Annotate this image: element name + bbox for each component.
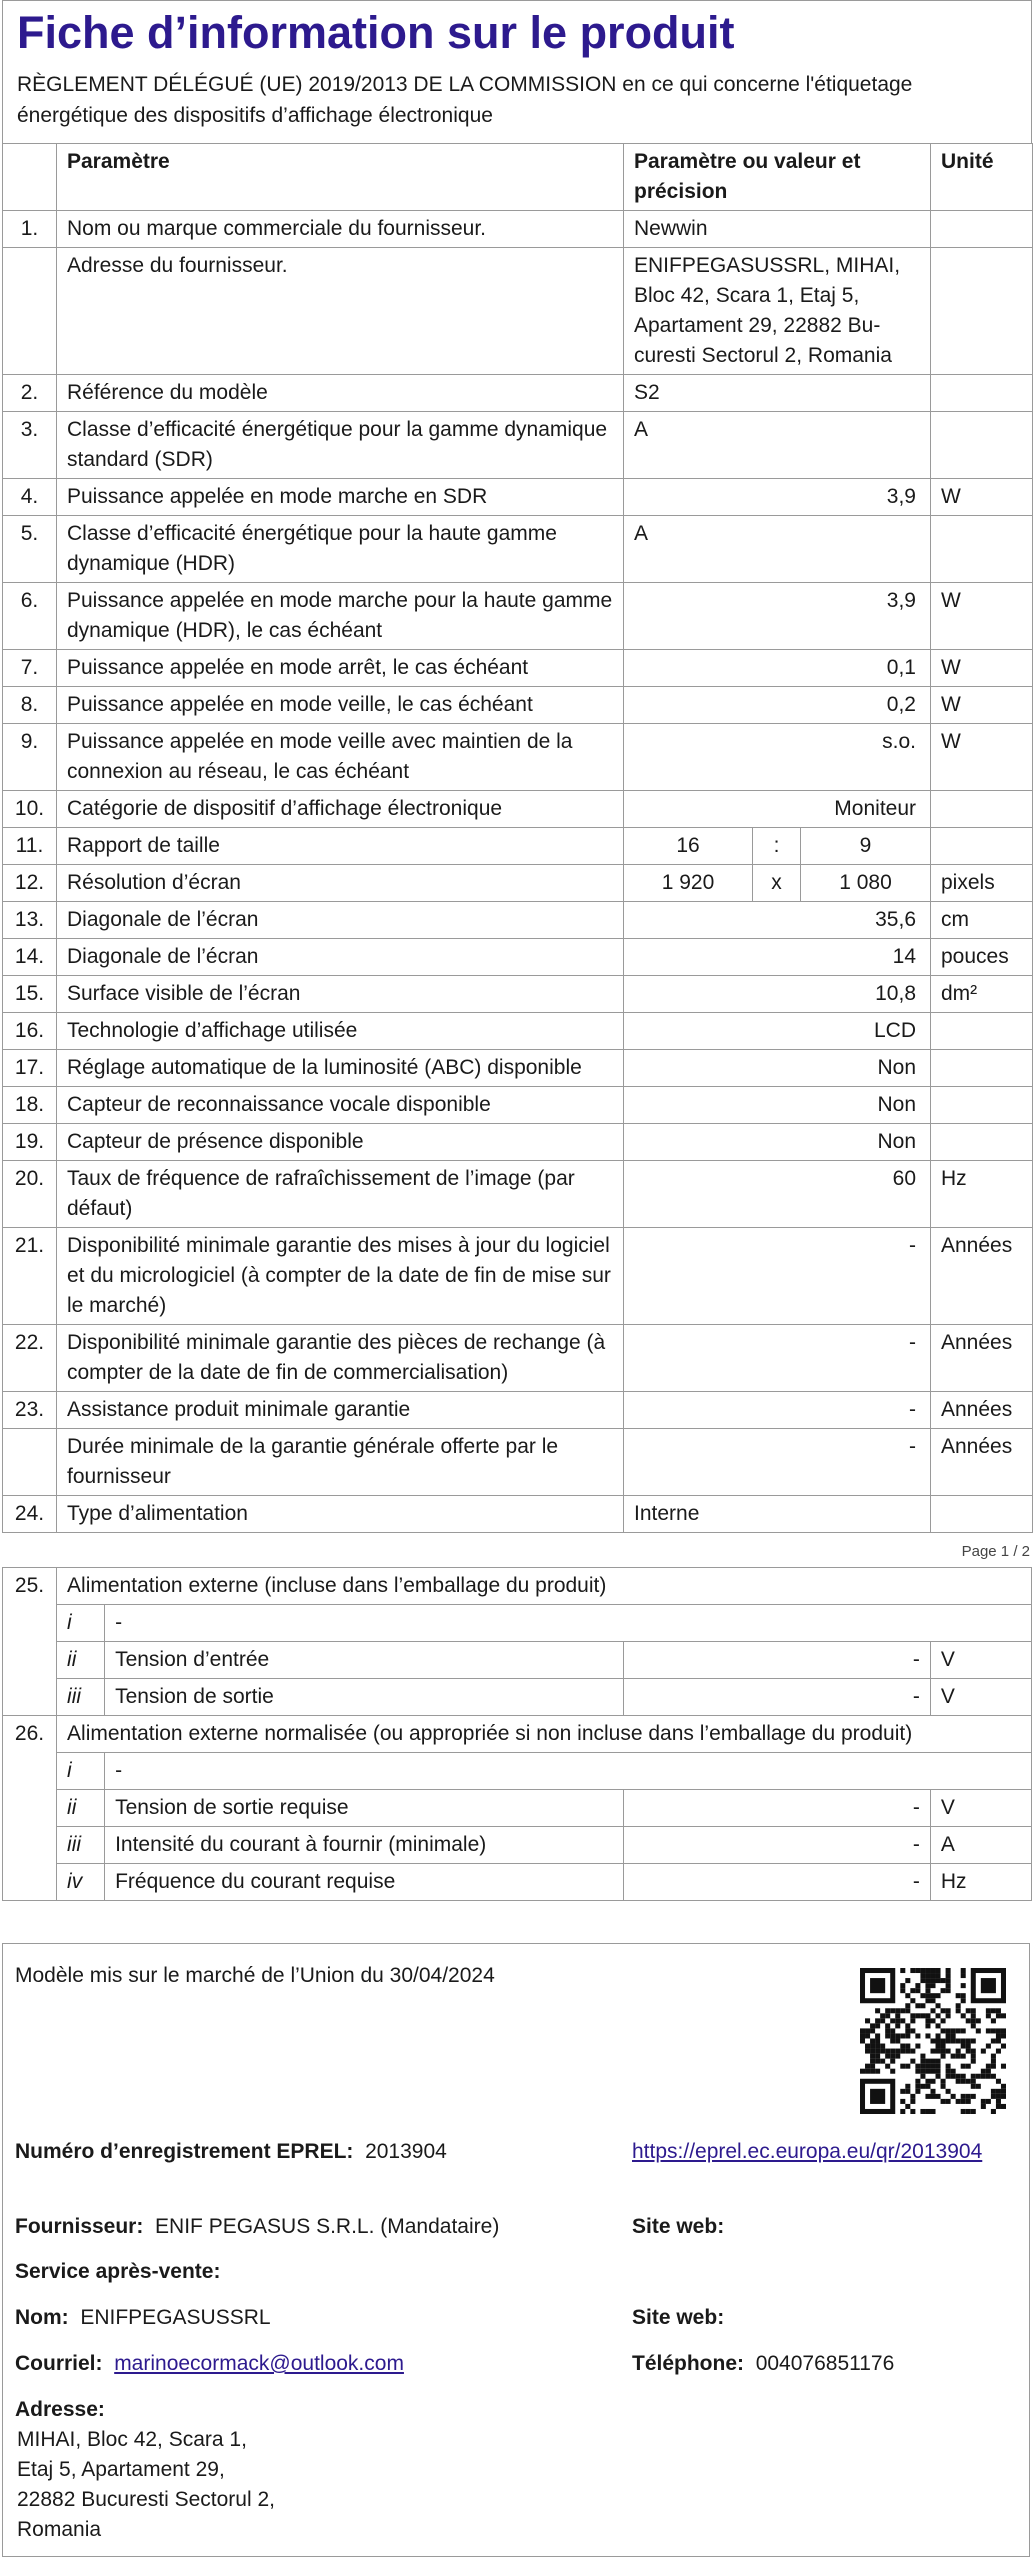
row-unit: [931, 1013, 1033, 1050]
table-row: [3, 412, 1033, 479]
ext-label: -: [105, 1753, 1032, 1790]
row-value: 0,2: [624, 687, 931, 724]
row-label: Assistance produit minimale garantie: [57, 1392, 624, 1429]
row-number: 22.: [3, 1325, 57, 1392]
row-number: [3, 248, 57, 375]
row-unit: [931, 516, 1033, 583]
table-row: [3, 687, 1033, 724]
ext-roman: iv: [57, 1864, 105, 1901]
row-unit: pixels: [931, 865, 1033, 902]
row-value: 14: [624, 939, 931, 976]
ext-value: -: [623, 1790, 930, 1827]
row-number: 24.: [3, 1496, 57, 1533]
address-line: Romania: [17, 2518, 102, 2541]
ext-number: 26.: [3, 1716, 57, 1901]
row-value: Non: [624, 1124, 931, 1161]
row-value: A: [624, 516, 931, 583]
table-row: [3, 1124, 1033, 1161]
row-number: 12.: [3, 865, 57, 902]
row-number: 18.: [3, 1087, 57, 1124]
row-label: Puissance appelée en mode marche en SDR: [57, 479, 624, 516]
ext-value: -: [623, 1679, 930, 1716]
row-label: Nom ou marque commerciale du fournisseur.: [57, 211, 624, 248]
row-label: Diagonale de l’écran: [57, 939, 624, 976]
ext-roman: i: [57, 1605, 105, 1642]
table-row: [3, 1050, 1033, 1087]
ext-group-row: [3, 1568, 1032, 1605]
row-unit: [931, 1087, 1033, 1124]
row-label: Surface visible de l’écran: [57, 976, 624, 1013]
row-value-b: 1 080: [801, 865, 931, 902]
row-unit: cm: [931, 902, 1033, 939]
row-number: 3.: [3, 412, 57, 479]
table-row: [3, 248, 1033, 375]
row-label: Réglage automatique de la luminosité (ABC) disponible: [57, 1050, 624, 1087]
row-number: 14.: [3, 939, 57, 976]
table-row: [3, 724, 1033, 791]
ext-title: Alimentation externe (incluse dans l’emballage du produit): [57, 1568, 1032, 1605]
table-row: [3, 375, 1033, 412]
row-unit: [931, 248, 1033, 375]
table-row: [3, 1496, 1033, 1533]
ext-roman: iii: [57, 1679, 105, 1716]
table-row: [3, 1325, 1033, 1392]
ext-label: Fréquence du courant requise: [105, 1864, 624, 1901]
page-number: Page 1 / 2: [961, 1543, 1030, 1560]
header-unit: Unité: [931, 144, 1033, 211]
table-row: [3, 479, 1033, 516]
row-label: Puissance appelée en mode veille, le cas échéant: [57, 687, 624, 724]
row-label: Diagonale de l’écran: [57, 902, 624, 939]
row-number: 11.: [3, 828, 57, 865]
row-value: 0,1: [624, 650, 931, 687]
row-value: Non: [624, 1050, 931, 1087]
row-unit: [931, 791, 1033, 828]
row-value: -: [624, 1392, 931, 1429]
table-header-row: [3, 144, 1033, 211]
row-number: 8.: [3, 687, 57, 724]
market-date: Modèle mis sur le marché de l’Union du 30/04/2024: [15, 1964, 495, 1987]
table-row: [3, 939, 1033, 976]
row-value: Interne: [624, 1496, 931, 1533]
ext-title: Alimentation externe normalisée (ou appropriée si non incluse dans l’emballage du produit): [57, 1716, 1032, 1753]
after-sales-title: Service après-vente:: [15, 2260, 221, 2283]
row-unit: [931, 1050, 1033, 1087]
row-label: Classe d’efficacité énergétique pour la haute gamme dynamique (HDR): [57, 516, 624, 583]
row-label: Disponibilité minimale garantie des pièces de rechange (à compter de la date de fin de commercialisation): [57, 1325, 624, 1392]
row-unit: dm²: [931, 976, 1033, 1013]
page-title: Fiche d’information sur le produit: [17, 7, 735, 58]
table-row: [3, 583, 1033, 650]
row-value-sep: x: [753, 865, 801, 902]
row-unit: [931, 1124, 1033, 1161]
row-unit: [931, 412, 1033, 479]
row-value-sep: :: [753, 828, 801, 865]
row-label: Adresse du fournisseur.: [57, 248, 624, 375]
service-phone: Téléphone: 004076851176: [632, 2352, 895, 2375]
row-unit: [931, 211, 1033, 248]
row-unit: Hz: [931, 1161, 1033, 1228]
external-power-table: [2, 1567, 1032, 1901]
row-unit: Années: [931, 1325, 1033, 1392]
row-number: 23.: [3, 1392, 57, 1429]
row-label: Puissance appelée en mode arrêt, le cas échéant: [57, 650, 624, 687]
row-value: 3,9: [624, 583, 931, 650]
ext-value: -: [623, 1642, 930, 1679]
row-label: Puissance appelée en mode veille avec maintien de la connexion au réseau, le cas échéant: [57, 724, 624, 791]
row-label: Disponibilité minimale garantie des mises à jour du logiciel et du micrologiciel (à compter de la date de fin de mise sur le marché): [57, 1228, 624, 1325]
row-number: 17.: [3, 1050, 57, 1087]
row-label: Durée minimale de la garantie générale offerte par le fournisseur: [57, 1429, 624, 1496]
table-row: [3, 516, 1033, 583]
row-value: -: [624, 1429, 931, 1496]
ext-item-row: [3, 1753, 1032, 1790]
row-value: LCD: [624, 1013, 931, 1050]
footer-box: [2, 1943, 1030, 2557]
ext-label: Intensité du courant à fournir (minimale): [105, 1827, 624, 1864]
row-value-a: 1 920: [624, 865, 753, 902]
table-row: [3, 650, 1033, 687]
row-label: Résolution d’écran: [57, 865, 624, 902]
row-value: S2: [624, 375, 931, 412]
ext-label: Tension de sortie requise: [105, 1790, 624, 1827]
ext-item-row: [3, 1827, 1032, 1864]
row-number: 5.: [3, 516, 57, 583]
row-number: 10.: [3, 791, 57, 828]
supplier: Fournisseur: ENIF PEGASUS S.R.L. (Mandataire): [15, 2215, 500, 2238]
ext-item-row: [3, 1790, 1032, 1827]
row-label: Capteur de présence disponible: [57, 1124, 624, 1161]
parameter-table: [2, 143, 1033, 1533]
row-unit: W: [931, 650, 1033, 687]
ext-roman: iii: [57, 1827, 105, 1864]
row-number: 7.: [3, 650, 57, 687]
address-line: MIHAI, Bloc 42, Scara 1,: [17, 2428, 247, 2451]
ext-roman: ii: [57, 1790, 105, 1827]
row-value: Non: [624, 1087, 931, 1124]
address-line: 22882 Bucuresti Sectorul 2,: [17, 2488, 275, 2511]
row-value: 3,9: [624, 479, 931, 516]
ext-value: -: [623, 1864, 930, 1901]
row-number: 21.: [3, 1228, 57, 1325]
ext-label: -: [105, 1605, 1032, 1642]
table-row: [3, 791, 1033, 828]
ext-group-row: [3, 1716, 1032, 1753]
row-unit: [931, 828, 1033, 865]
table-row: [3, 1013, 1033, 1050]
row-value: Moniteur: [624, 791, 931, 828]
row-label: Technologie d’affichage utilisée: [57, 1013, 624, 1050]
page-subtitle: RÈGLEMENT DÉLÉGUÉ (UE) 2019/2013 DE LA COMMISSION en ce qui concerne l'étiquetage énergétique des dispositifs d’affichage électronique: [17, 73, 913, 127]
table-row: [3, 976, 1033, 1013]
row-number: 19.: [3, 1124, 57, 1161]
row-number: 9.: [3, 724, 57, 791]
ext-roman: i: [57, 1753, 105, 1790]
row-value: Newwin: [624, 211, 931, 248]
ext-label: Tension d’entrée: [105, 1642, 624, 1679]
row-value: s.o.: [624, 724, 931, 791]
table-row: [3, 865, 1033, 902]
ext-roman: ii: [57, 1642, 105, 1679]
row-number: [3, 1429, 57, 1496]
row-number: 15.: [3, 976, 57, 1013]
row-value: -: [624, 1228, 931, 1325]
table-row: [3, 1161, 1033, 1228]
table-row: [3, 1429, 1033, 1496]
row-unit: Années: [931, 1429, 1033, 1496]
row-unit: Années: [931, 1228, 1033, 1325]
ext-unit: Hz: [930, 1864, 1031, 1901]
row-value-b: 9: [801, 828, 931, 865]
row-value: 35,6: [624, 902, 931, 939]
table-row: [3, 211, 1033, 248]
table-row: [3, 1228, 1033, 1325]
row-unit: W: [931, 687, 1033, 724]
table-row: [3, 902, 1033, 939]
ext-item-row: [3, 1864, 1032, 1901]
email-link[interactable]: marinoecormack@outlook.com: [114, 2352, 404, 2375]
header: [2, 0, 1032, 143]
row-label: Taux de fréquence de rafraîchissement de l’image (par défaut): [57, 1161, 624, 1228]
row-number: 16.: [3, 1013, 57, 1050]
row-number: 2.: [3, 375, 57, 412]
supplier-website: Site web:: [632, 2215, 725, 2238]
row-value: 10,8: [624, 976, 931, 1013]
row-label: Puissance appelée en mode marche pour la haute gamme dynamique (HDR), le cas échéant: [57, 583, 624, 650]
ext-unit: V: [930, 1679, 1031, 1716]
row-label: Rapport de taille: [57, 828, 624, 865]
service-email: Courriel: marinoecormack@outlook.com: [15, 2352, 404, 2375]
row-value: ENIFPEGASUSSRL, MIHAI, Bloc 42, Scara 1, Etaj 5, Apartament 29, 22882 Bucuresti Sectorul 2, Romania: [624, 248, 931, 375]
ext-label: Tension de sortie: [105, 1679, 624, 1716]
eprel-number: Numéro d’enregistrement EPREL: 2013904: [15, 2140, 447, 2163]
table-row: [3, 1087, 1033, 1124]
row-number: 6.: [3, 583, 57, 650]
header-param: Paramètre: [57, 144, 624, 211]
header-value: Paramètre ou valeur et précision: [624, 144, 931, 211]
ext-item-row: [3, 1642, 1032, 1679]
row-value-a: 16: [624, 828, 753, 865]
eprel-link[interactable]: https://eprel.ec.europa.eu/qr/2013904: [632, 2140, 983, 2163]
service-name: Nom: ENIFPEGASUSSRL: [15, 2306, 271, 2329]
table-row: [3, 1392, 1033, 1429]
row-value: -: [624, 1325, 931, 1392]
row-number: 4.: [3, 479, 57, 516]
row-unit: W: [931, 479, 1033, 516]
row-label: Type d’alimentation: [57, 1496, 624, 1533]
row-number: 1.: [3, 211, 57, 248]
table-row: [3, 828, 1033, 865]
qr-code-icon: [860, 1968, 1006, 2114]
row-number: 13.: [3, 902, 57, 939]
row-value: A: [624, 412, 931, 479]
row-number: 20.: [3, 1161, 57, 1228]
row-label: Catégorie de dispositif d’affichage électronique: [57, 791, 624, 828]
service-website: Site web:: [632, 2306, 725, 2329]
row-unit: W: [931, 724, 1033, 791]
row-value: 60: [624, 1161, 931, 1228]
ext-unit: V: [930, 1642, 1031, 1679]
row-label: Classe d’efficacité énergétique pour la gamme dynamique standard (SDR): [57, 412, 624, 479]
row-unit: W: [931, 583, 1033, 650]
address-line: Etaj 5, Apartament 29,: [17, 2458, 225, 2481]
ext-item-row: [3, 1605, 1032, 1642]
row-label: Référence du modèle: [57, 375, 624, 412]
row-label: Capteur de reconnaissance vocale disponible: [57, 1087, 624, 1124]
row-unit: [931, 375, 1033, 412]
row-unit: [931, 1496, 1033, 1533]
service-address: Adresse: MIHAI, Bloc 42, Scara 1, Etaj 5, Apartament 29, 22882 Bucuresti Sectorul 2, Romania: [15, 2395, 275, 2545]
product-sheet: [2, 0, 1032, 1901]
ext-item-row: [3, 1679, 1032, 1716]
row-unit: Années: [931, 1392, 1033, 1429]
ext-value: -: [623, 1827, 930, 1864]
ext-number: 25.: [3, 1568, 57, 1716]
ext-unit: A: [930, 1827, 1031, 1864]
row-unit: pouces: [931, 939, 1033, 976]
ext-unit: V: [930, 1790, 1031, 1827]
